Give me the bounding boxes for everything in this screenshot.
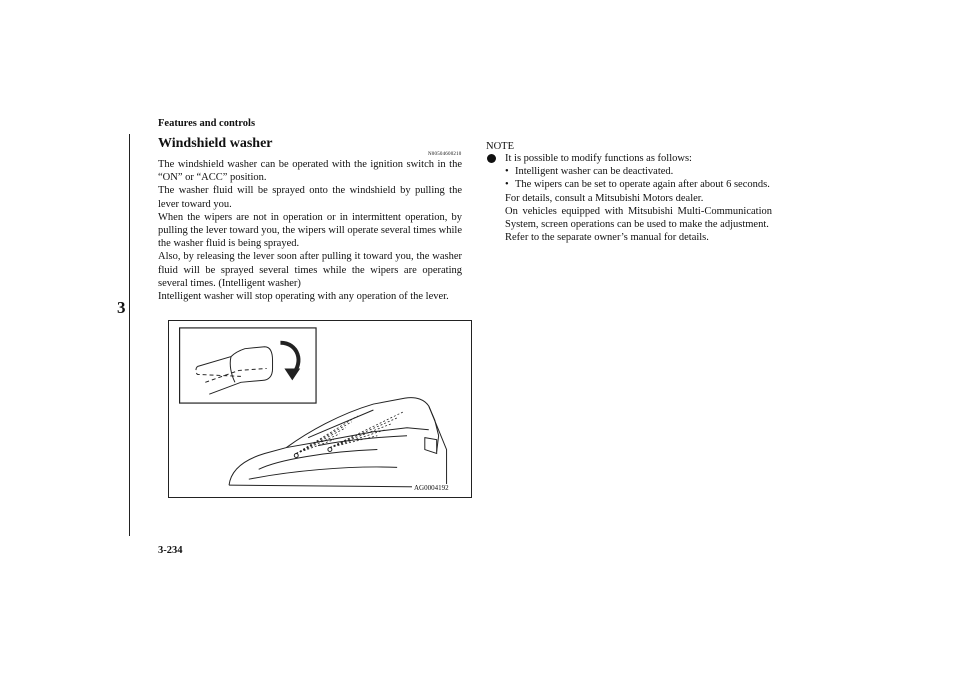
- chapter-divider: [129, 134, 130, 536]
- washer-nozzle-right-icon: [328, 448, 332, 452]
- bullet-dot: •: [505, 179, 509, 191]
- paragraph-spray: The washer fluid will be sprayed onto the windshield by pulling the lever toward you.: [158, 185, 462, 210]
- note-heading: NOTE: [486, 141, 514, 152]
- note-subitem-interval: [505, 178, 772, 191]
- paragraph-intelligent-washer: Also, by releasing the lever soon after pulling it toward you, the washer fluid will be sprayed several times while the wipers are operating several times. (Intelligent washer): [158, 251, 462, 289]
- washer-spray-icon: [296, 412, 403, 454]
- note-intro: It is possible to modify functions as follows:: [505, 153, 692, 164]
- note-refer: Refer to the separate owner’s manual for details.: [505, 232, 709, 244]
- section-body: [158, 158, 462, 303]
- washer-nozzle-left-icon: [294, 453, 298, 457]
- note-block: [486, 152, 772, 244]
- washer-illustration-drawing: [169, 321, 471, 497]
- note-subitem-deactivate: [505, 165, 772, 178]
- running-header: Features and controls: [158, 118, 256, 129]
- section-title: Windshield washer: [158, 136, 273, 151]
- note-subitem-text: The wipers can be set to operate again after about 6 seconds.: [515, 179, 770, 191]
- paragraph-wiper-operation: When the wipers are not in operation or in intermittent operation, by pulling the lever toward you, the wipers will operate several times while the washer fluid is being sprayed.: [158, 211, 462, 250]
- paragraph-stop-operation: Intelligent washer will stop operating with any operation of the lever.: [158, 291, 449, 303]
- chapter-number: 3: [117, 298, 126, 317]
- washer-illustration: [168, 320, 472, 498]
- paragraph-ignition: The windshield washer can be operated with the ignition switch in the “ON” or “ACC” position.: [158, 159, 462, 184]
- bullet-circle-icon: [487, 154, 496, 163]
- note-item: [486, 152, 772, 244]
- section-code: N00504600210: [428, 152, 462, 157]
- car-outline-icon: [229, 398, 447, 488]
- bullet-dot: •: [505, 166, 509, 178]
- note-subitem-text: Intelligent washer can be deactivated.: [515, 166, 674, 178]
- page-number: 3-234: [158, 545, 183, 556]
- note-details: For details, consult a Mitsubishi Motors dealer.: [505, 192, 704, 204]
- note-multi-communication: On vehicles equipped with Mitsubishi Multi-Communication System, screen operations can be used to make the adjustment.: [505, 205, 772, 231]
- figure-code: AG0004192: [414, 484, 449, 492]
